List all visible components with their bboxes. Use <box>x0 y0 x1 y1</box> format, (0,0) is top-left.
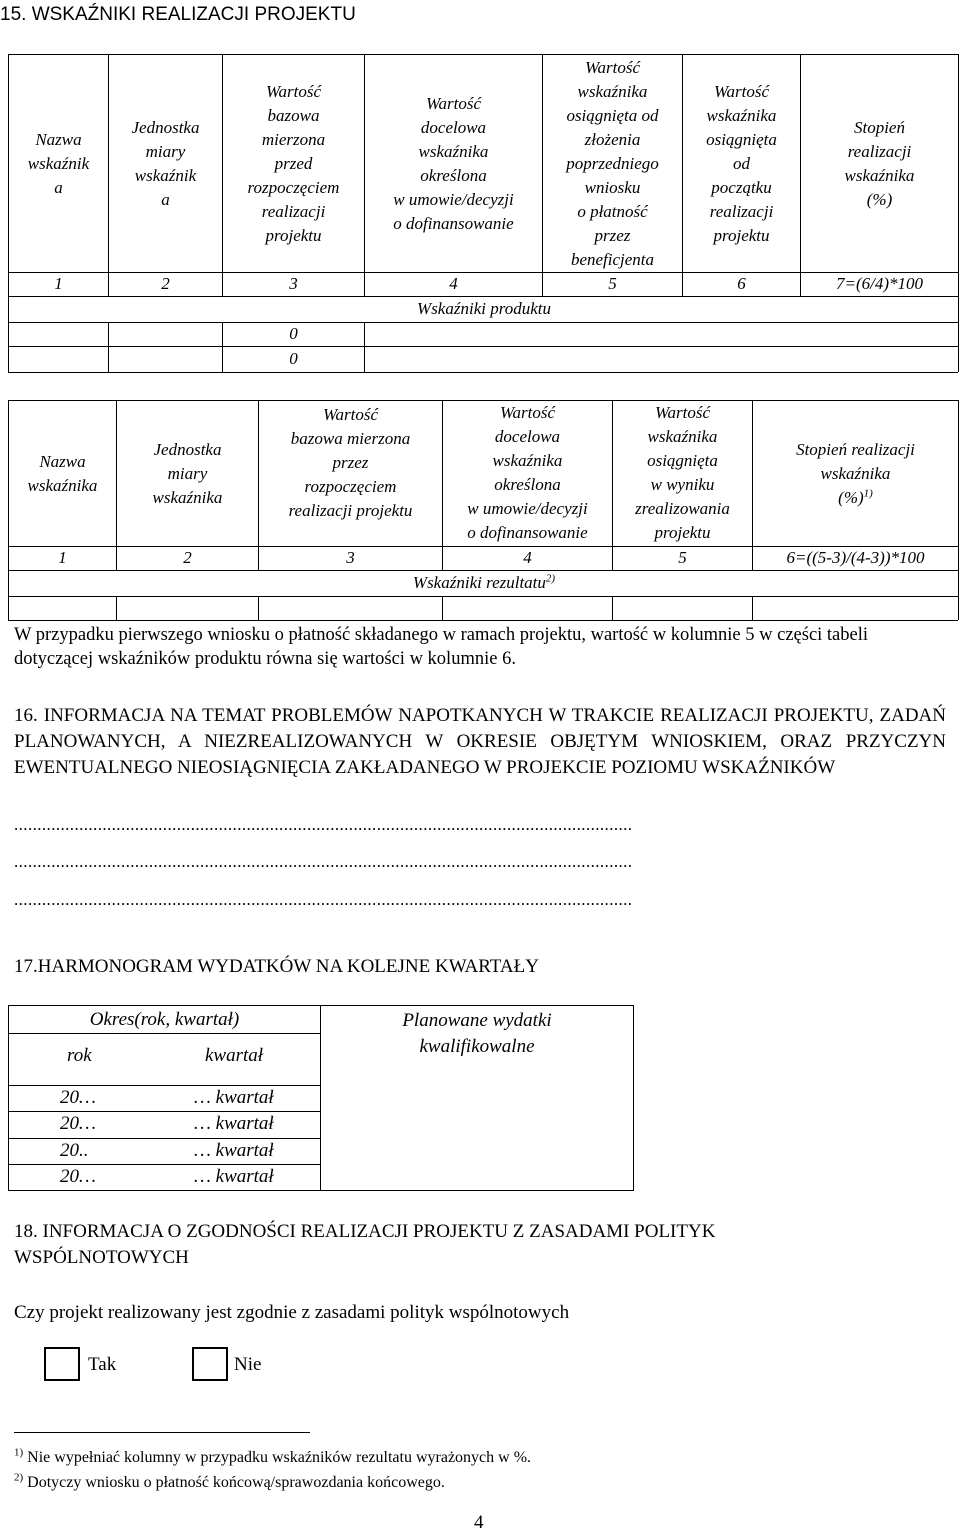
t1-header-baseline: Wartość bazowa mierzona przed rozpoczęciem realizacji projektu <box>247 82 340 245</box>
t1-header-target: Wartość docelowa wskaźnika określona w umowie/decyzji o dofinansowanie <box>393 94 514 233</box>
t1-col-number: 4 <box>449 274 458 293</box>
t1-header-unit: Jednostka miary wskaźnik a <box>131 118 200 209</box>
t2-header-achieved: Wartość wskaźnika osiągnięta w wyniku zrealizowania projektu <box>635 403 730 542</box>
schedule-row-quarter[interactable]: … kwartał <box>194 1166 274 1187</box>
t1-zero-value: 0 <box>289 349 298 368</box>
t1-zero-value: 0 <box>289 324 298 343</box>
t1-col-number: 7=(6/4)*100 <box>835 274 924 293</box>
t2-col-number: 1 <box>58 548 67 567</box>
t1-subheader-product: Wskaźniki produktu <box>417 299 551 318</box>
t1-col-number: 1 <box>54 274 63 293</box>
t2-col-number: 3 <box>346 548 355 567</box>
footnote-ref-1: 1) <box>863 487 873 500</box>
schedule-row-quarter[interactable]: … kwartał <box>194 1087 274 1108</box>
t1-header-name: Nazwa wskaźnik a <box>27 130 90 197</box>
schedule-period-header: Okres(rok, kwartał) <box>89 1009 240 1030</box>
problems-input-line[interactable]: ..................................................................................................................................... <box>14 852 633 871</box>
footnote-2 <box>14 1473 445 1493</box>
schedule-col-quarter: kwartał <box>205 1045 264 1066</box>
t1-col-number: 2 <box>161 274 170 293</box>
t2-header-name: Nazwa wskaźnika <box>27 452 98 495</box>
footnote-ref-2: 2) <box>545 572 556 585</box>
schedule-row-year[interactable]: 20… <box>60 1113 96 1134</box>
problems-input-line[interactable]: ..................................................................................................................................... <box>14 815 633 834</box>
schedule-row-year[interactable]: 20.. <box>60 1140 89 1161</box>
t1-col-number: 5 <box>608 274 617 293</box>
schedule-col-year: rok <box>67 1045 92 1066</box>
schedule-planned-header: Planowane wydatki kwalifikowalne <box>402 1010 552 1057</box>
t2-col-number: 2 <box>183 548 192 567</box>
t2-header-completion-text: Stopień realizacji wskaźnika (%) <box>796 440 915 507</box>
t2-subheader-text: Wskaźniki rezultatu <box>412 573 546 592</box>
t1-header-achieved-since-start: Wartość wskaźnika osiągnięta od początku realizacji projektu <box>706 82 777 245</box>
footnote-1 <box>14 1448 531 1468</box>
t1-header-achieved-since-last: Wartość wskaźnika osiągnięta od złożenia poprzedniego wniosku o płatność przez beneficjenta <box>566 58 659 269</box>
footnote-2-text: Dotyczy wniosku o płatność końcową/sprawozdania końcowego. <box>27 1474 445 1491</box>
product-note: W przypadku pierwszego wniosku o płatność składanego w ramach projektu, wartość w kolumnie 5 w części tabeli dotyczącej wskaźników produktu równa się wartości w kolumnie 6. <box>14 625 869 669</box>
t2-header-target: Wartość docelowa wskaźnika określona w umowie/decyzji o dofinansowanie <box>467 403 588 542</box>
t2-header-baseline: Wartość bazowa mierzona przez rozpoczęciem realizacji projektu <box>288 405 413 520</box>
footnote-1-mark: 1) <box>14 1446 24 1459</box>
section-16-title: 16. INFORMACJA NA TEMAT PROBLEMÓW NAPOTKANYCH W TRAKCIE REALIZACJI PROJEKTU, ZADAŃ PLANOWANYCH, A NIEZREALIZOWANYCH W OKRESIE OBJĘTYM WNIOSKIEM, ORAZ PRZYCZYN EWENTUALNEGO NIEOSIĄGNIĘCIA ZAKŁADANEGO W PROJEKCIE POZIOMU WSKAŹNIKÓW <box>14 705 946 778</box>
schedule-row-year[interactable]: 20… <box>60 1087 96 1108</box>
t1-header-completion: Stopień realizacji wskaźnika (%) <box>844 118 915 209</box>
no-label: Nie <box>234 1354 262 1375</box>
schedule-row-quarter[interactable]: … kwartał <box>194 1113 274 1134</box>
t1-col-number: 6 <box>737 274 746 293</box>
footnote-2-mark: 2) <box>14 1471 24 1484</box>
t2-col-number: 4 <box>523 548 532 567</box>
yes-checkbox[interactable] <box>44 1347 80 1381</box>
no-checkbox[interactable] <box>192 1347 228 1381</box>
schedule-row-year[interactable]: 20… <box>60 1166 96 1187</box>
t1-col-number: 3 <box>289 274 298 293</box>
section-15-title: 15. WSKAŹNIKI REALIZACJI PROJEKTU <box>0 4 356 25</box>
t2-col-number: 5 <box>678 548 687 567</box>
footnote-1-text: Nie wypełniać kolumny w przypadku wskaźników rezultatu wyrażonych w %. <box>27 1449 532 1466</box>
section-18-title: 18. INFORMACJA O ZGODNOŚCI REALIZACJI PROJEKTU Z ZASADAMI POLITYK WSPÓLNOTOWYCH <box>14 1221 716 1268</box>
schedule-row-quarter[interactable]: … kwartał <box>194 1140 274 1161</box>
policy-question: Czy projekt realizowany jest zgodnie z zasadami polityk wspólnotowych <box>14 1302 570 1323</box>
section-17-title: 17.HARMONOGRAM WYDATKÓW NA KOLEJNE KWARTAŁY <box>14 956 539 977</box>
t2-col-number: 6=((5-3)/(4-3))*100 <box>786 548 925 567</box>
problems-input-line[interactable]: ..................................................................................................................................... <box>14 890 633 909</box>
page-number: 4 <box>474 1512 484 1533</box>
t2-header-unit: Jednostka miary wskaźnika <box>152 440 223 507</box>
yes-label: Tak <box>88 1354 117 1375</box>
footnote-separator <box>14 1432 310 1433</box>
